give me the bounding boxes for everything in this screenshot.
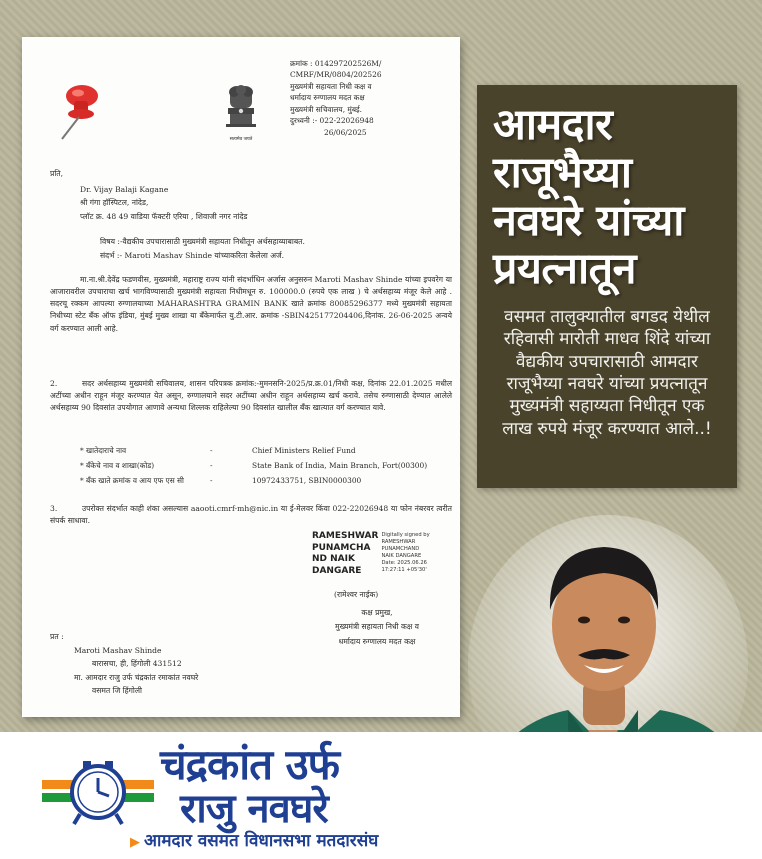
party-clock-logo-icon bbox=[42, 752, 154, 830]
role-line: मुख्यमंत्री सहायता निधी कक्ष व bbox=[335, 622, 419, 632]
ref-line: मुख्यमंत्री सचिवालय, मुंबई. bbox=[290, 104, 363, 114]
lion-capital-icon bbox=[222, 82, 260, 134]
bank-key: * खातेदाराचे नाव bbox=[80, 446, 127, 455]
state-emblem bbox=[222, 82, 260, 174]
bank-value: Chief Ministers Relief Fund bbox=[252, 446, 356, 455]
signer-name-line: RAMESHWAR bbox=[312, 531, 379, 541]
paragraph-2: सदर अर्थसहाय्य मुख्यमंत्री सचिवालय, शासन परिपत्रक क्रमांक:-मुमनसनि-2025/प्र.क्र.01/निधी कक्ष, दिनांक 22.01.2025 मधील अटींच्या अधीन राहून मंजूर करण्यात येत असून, रुग्णालयाने सदर अटींच्या अधीन राहून अर्थसहाय्य खर्च करावे. तसेच रुग्णासाठी देण्यात आलेले अर्थसहाय्य 90 दिवसांत उपयोगात आणावे अन्यथा शिल्लक राहिलेल्या 90 दिवसांत खालील बँक खात्यात वर्ग करण्यात यावे. bbox=[50, 379, 452, 413]
recipient-address bbox=[80, 183, 247, 223]
signature-details bbox=[381, 532, 429, 574]
signer-name-line: ND NAIK bbox=[312, 554, 355, 565]
bank-sep: - bbox=[210, 446, 213, 455]
leader-designation bbox=[130, 828, 378, 851]
address-line: प्लॉट क्र. 48 49 वाडिया फॅक्टरी एरिया , शिवाजी नगर नांदेड bbox=[80, 211, 248, 221]
ref-date: 26/06/2025 bbox=[324, 127, 367, 137]
signature-detail-line: 17:27:11 +05'30' bbox=[381, 567, 427, 574]
pushpin-icon bbox=[52, 79, 102, 143]
title-line: आमदार bbox=[493, 100, 613, 150]
bottom-banner bbox=[0, 732, 762, 859]
role-line: कक्ष प्रमुख, bbox=[361, 608, 393, 617]
paragraph-2-number: 2. bbox=[50, 379, 58, 388]
copy-label: प्रत : bbox=[50, 632, 64, 641]
signature-detail-line: RAMESHWAR bbox=[381, 539, 416, 546]
copy-line: बारासचा, ही, हिंगोली 431512 bbox=[92, 659, 182, 669]
bank-row bbox=[80, 460, 450, 472]
title-line: राजूभैय्या bbox=[493, 148, 632, 199]
signer-role bbox=[312, 606, 442, 649]
triangle-play-icon: ▶ bbox=[130, 835, 140, 850]
signer-name-line: PUNAMCHA bbox=[312, 542, 371, 553]
signer-name-line: DANGARE bbox=[312, 566, 362, 577]
announcement-body: वसमत तालुक्यातील बगडद येथील रहिवासी मारोती माधव शिंदे यांच्या वैद्यकीय उपचारासाठी आमदार राजूभैय्या नवघरे यांच्या प्रयत्नातून मुख्यमंत्री सहाय्यता निधीतून एक लाख रुपये मंजूर करण्यात आले..! bbox=[502, 306, 712, 439]
bank-value: 10972433751, SBIN0000300 bbox=[252, 476, 362, 485]
role-line: धर्मादाय रुग्णालय मदत कक्ष bbox=[338, 636, 416, 646]
copy-line: Maroti Mashav Shinde bbox=[74, 646, 162, 655]
digital-signature bbox=[312, 531, 430, 578]
designation-text: आमदार वसमत विधानसभा मतदारसंघ bbox=[144, 831, 379, 851]
title-line: प्रयत्नातून bbox=[493, 244, 636, 295]
signature-detail-line: PUNAMCHAND bbox=[381, 546, 420, 553]
copy-line: वसमत जि हिंगोली bbox=[92, 685, 143, 695]
copy-recipients bbox=[74, 644, 198, 697]
announcement-box bbox=[477, 85, 737, 488]
address-line: श्री गंगा हॉस्पिटल, नांदेड, bbox=[80, 198, 149, 208]
reference-line: संदर्भ :- Maroti Mashav Shinde यांच्याकरिता केलेला अर्ज. bbox=[100, 251, 285, 260]
ref-line: क्रमांक : 014297202526M/ bbox=[290, 59, 382, 68]
ref-line: धर्मादाय रुग्णालय मदत कक्ष bbox=[290, 93, 365, 103]
prati-label: प्रति, bbox=[50, 169, 64, 178]
signature-detail-line: Date: 2025.06.26 bbox=[381, 560, 427, 567]
emblem-caption: सत्यमेव जयते bbox=[229, 137, 253, 143]
paragraph-1: मा.ना.श्री.देवेंद्र फडणवीस, मुख्यमंत्री, महाराष्ट्र राज्य यांनी संदर्भाधिन अर्जास अनुसरुन Maroti Mashav Shinde यांच्या इपवरेग या आजारावरील उपचाराचा खर्च भागविण्यासाठी मुख्यमंत्री सहायता निधीमधून रु. 100000.0 (रुपये एक लाख ) चे अर्थसहाय्य मंजूर केले आहे . सदरचू रक्कम आपल्या रुग्णालयाच्या MAHARASHTRA GRAMIN BANK खाते क्रमांक 80085296377 मध्ये मुख्यमंत्री सहायता निधीच्या स्टेट बँक ऑफ इंडिया, मुंबई मुख्य शाखा या बँकेमार्फत यु.टी.आर. क्रमांक -SBIN425177204406,दिनांक. 26-06-2025 अन्वये वर्ग करण्यात आली आहे. bbox=[50, 275, 452, 333]
signer-name bbox=[312, 531, 378, 578]
ref-line: मुख्यमंत्री सहायता निधी कक्ष व bbox=[290, 81, 372, 91]
paragraph-3-number: 3. bbox=[50, 504, 58, 513]
bank-row bbox=[80, 445, 450, 457]
bank-row bbox=[80, 475, 450, 487]
subject-line: विषय :-वैद्यकीय उपचारासाठी मुख्यमंत्री सहायता निधीतून अर्थसहाय्याबाबत. bbox=[100, 237, 305, 246]
government-letter bbox=[22, 37, 460, 717]
bank-value: State Bank of India, Main Branch, Fort(00300) bbox=[252, 461, 428, 470]
bank-sep: - bbox=[210, 461, 213, 470]
signature-detail-line: Digitally signed by bbox=[381, 532, 430, 538]
bank-key: * बँकेचे नाव व शाखा(कोड) bbox=[80, 461, 155, 470]
address-line: Dr. Vijay Balaji Kagane bbox=[80, 185, 169, 194]
leader-name-line1: चंद्रकांत उर्फ bbox=[160, 740, 340, 789]
ref-line: दुरध्वनी :- 022-22026948 bbox=[290, 116, 374, 126]
signer-marathi-name: (रामेश्वर नाईक) bbox=[334, 590, 379, 599]
bank-sep: - bbox=[210, 476, 213, 485]
ref-line: CMRF/MR/0804/202526 bbox=[290, 70, 382, 80]
reference-block bbox=[290, 58, 455, 138]
leader-name-line2: राजु नवघरे bbox=[180, 786, 328, 832]
paragraph-3: उपरोक्त संदर्भात काही शंका असल्यास aaooti.cmrf-mh@nic.in या ई-मेलवर किंवा 022-22026948 या फोन नंबरवर त्वरीत संपर्क साधावा. bbox=[50, 504, 452, 526]
announcement-title bbox=[493, 101, 721, 294]
bank-key: * बँक खाते क्रमांक व आय एफ एस सी bbox=[80, 476, 184, 485]
signature-detail-line: NAIK DANGARE bbox=[381, 553, 422, 560]
copy-line: मा. आमदार राजु उर्फ चंद्रकांत रमाकांत नवघरे bbox=[74, 672, 199, 682]
title-line: नवघरे यांच्या bbox=[493, 196, 684, 247]
